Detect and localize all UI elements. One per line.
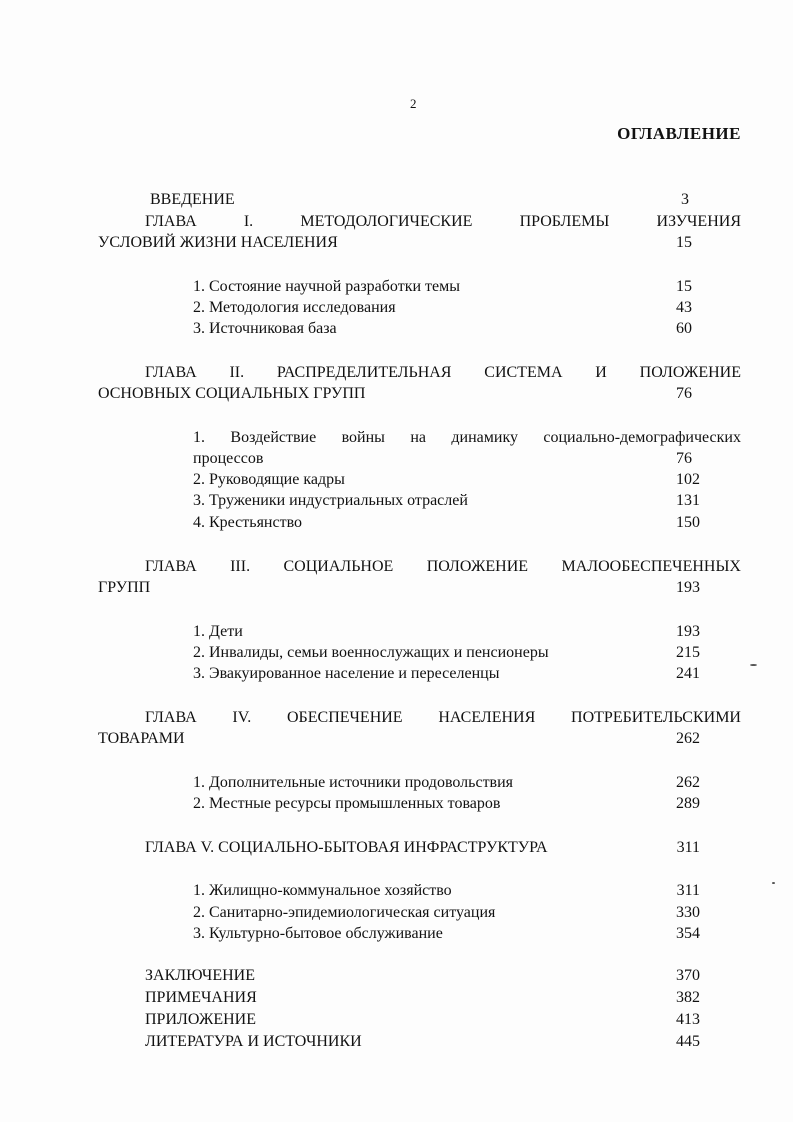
toc-chapter4-heading: ГЛАВА IV. ОБЕСПЕЧЕНИЕ НАСЕЛЕНИЯ ПОТРЕБИТЕЛЬСКИМИ <box>145 709 741 726</box>
toc-section: 3. Эвакуированное население и переселенцы <box>193 665 500 682</box>
toc-section-page: 60 <box>676 320 692 337</box>
toc-section-page: 241 <box>676 665 700 682</box>
toc-endmatter: ПРИЛОЖЕНИЕ <box>145 1011 257 1028</box>
toc-intro-label: ВВЕДЕНИЕ <box>150 191 235 208</box>
toc-section-page: 330 <box>676 904 700 921</box>
toc-section-page: 131 <box>676 492 700 509</box>
toc-endmatter-page: 382 <box>676 989 700 1006</box>
toc-section-page: 43 <box>676 299 692 316</box>
toc-section: 1. Жилищно-коммунальное хозяйство <box>193 882 452 899</box>
toc-intro-page: 3 <box>681 191 689 208</box>
toc-section: 2. Инвалиды, семьи военнослужащих и пенсионеры <box>193 644 549 661</box>
toc-section: 3. Труженики индустриальных отраслей <box>193 492 468 509</box>
toc-section: 1. Дети <box>193 623 243 640</box>
toc-section-page: 102 <box>676 471 700 488</box>
toc-section-page: 262 <box>676 774 700 791</box>
toc-chapter2-page: 76 <box>676 385 692 402</box>
toc-section: 1. Состояние научной разработки темы <box>193 278 461 295</box>
scan-speck <box>750 664 757 666</box>
scan-speck <box>772 882 775 884</box>
toc-endmatter: ЛИТЕРАТУРА И ИСТОЧНИКИ <box>145 1033 362 1050</box>
toc-chapter1-page: 15 <box>676 234 692 251</box>
toc-section: 2. Руководящие кадры <box>193 471 345 488</box>
page-number: 2 <box>410 96 417 111</box>
toc-chapter2-heading-cont: ОСНОВНЫХ СОЦИАЛЬНЫХ ГРУПП <box>98 385 366 402</box>
toc-section: 2. Методология исследования <box>193 299 396 316</box>
toc-section-multiline: 1. Воздействие войны на динамику социально-демографических <box>193 429 741 446</box>
toc-chapter5-heading: ГЛАВА V. СОЦИАЛЬНО-БЫТОВАЯ ИНФРАСТРУКТУРА <box>145 839 548 856</box>
toc-section: 2. Местные ресурсы промышленных товаров <box>193 795 501 812</box>
toc-endmatter-page: 445 <box>676 1033 700 1050</box>
toc-chapter1-heading-cont: УСЛОВИЙ ЖИЗНИ НАСЕЛЕНИЯ <box>98 234 338 251</box>
toc-chapter3-heading-cont: ГРУПП <box>98 579 151 596</box>
toc-endmatter-page: 370 <box>676 967 700 984</box>
toc-endmatter: ПРИМЕЧАНИЯ <box>145 989 257 1006</box>
toc-section: 2. Санитарно-эпидемиологическая ситуация <box>193 904 496 921</box>
toc-chapter2-heading: ГЛАВА II. РАСПРЕДЕЛИТЕЛЬНАЯ СИСТЕМА И ПОЛОЖЕНИЕ <box>145 364 741 381</box>
toc-endmatter-page: 413 <box>676 1011 700 1028</box>
toc-title: ОГЛАВЛЕНИЕ <box>617 124 741 143</box>
toc-section-page: 76 <box>676 450 692 467</box>
toc-section: 4. Крестьянство <box>193 514 303 531</box>
toc-chapter3-heading: ГЛАВА III. СОЦИАЛЬНОЕ ПОЛОЖЕНИЕ МАЛООБЕСПЕЧЕННЫХ <box>145 558 741 575</box>
toc-section-page: 150 <box>676 514 700 531</box>
toc-chapter4-page: 262 <box>676 730 700 747</box>
toc-section: 3. Культурно-бытовое обслуживание <box>193 925 443 942</box>
toc-endmatter: ЗАКЛЮЧЕНИЕ <box>145 967 255 984</box>
toc-section-cont: процессов <box>193 450 264 467</box>
toc-section-page: 193 <box>676 623 700 640</box>
toc-section-page: 15 <box>676 278 692 295</box>
toc-section: 1. Дополнительные источники продовольствия <box>193 774 514 791</box>
toc-chapter3-page: 193 <box>676 579 700 596</box>
toc-section-page: 289 <box>676 795 700 812</box>
toc-section: 3. Источниковая база <box>193 320 337 337</box>
toc-chapter5-page: 311 <box>676 839 700 856</box>
toc-section-page: 354 <box>676 925 700 942</box>
toc-section-page: 311 <box>676 882 700 899</box>
toc-chapter1-heading: ГЛАВА I. МЕТОДОЛОГИЧЕСКИЕ ПРОБЛЕМЫ ИЗУЧЕНИЯ <box>145 213 741 230</box>
toc-chapter4-heading-cont: ТОВАРАМИ <box>98 730 185 747</box>
toc-section-page: 215 <box>676 644 700 661</box>
